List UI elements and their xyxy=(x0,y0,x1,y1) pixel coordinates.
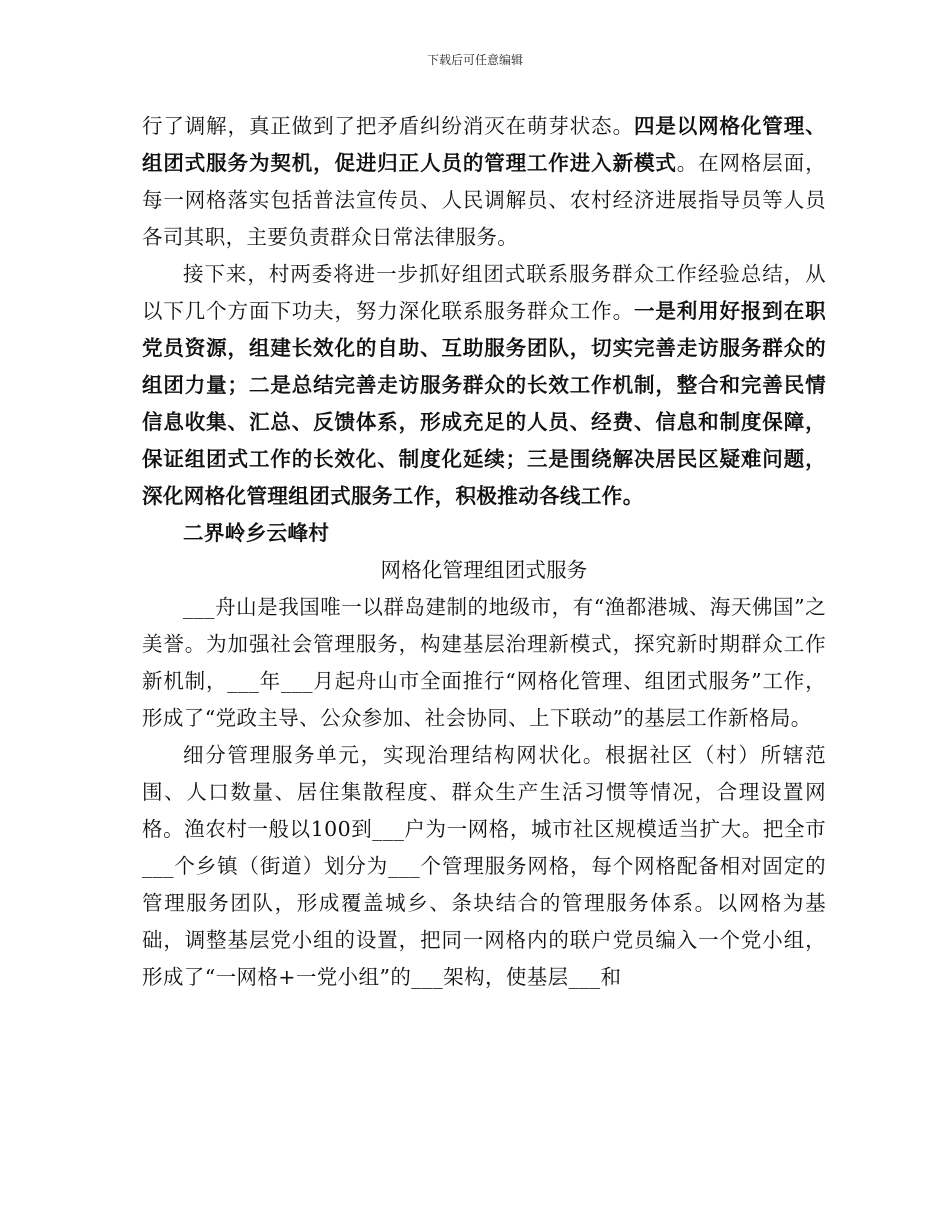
paragraph-2-text: 接下来，村两委将进一步抓好组团式联系服务群众工作经验总结，从以下几个方面下功夫，努力深化联系服务群众工作。 xyxy=(142,262,826,323)
document-body xyxy=(142,108,826,996)
paragraph-1 xyxy=(142,108,826,256)
paragraph-2 xyxy=(142,256,826,515)
paragraph-5: ___舟山是我国唯一以群岛建制的地级市，有“渔都港城、海天佛国”之美誉。为加强社会管理服务，构建基层治理新模式，探究新时期群众工作新机制，___年___月起舟山市全面推行“网格化管理、组团式服务”工作，形成了“党政主导、公众参加、社会协同、上下联动”的基层工作新格局。 xyxy=(142,595,826,730)
page-header: 下载后可任意编辑 xyxy=(426,53,523,67)
paragraph-2-bold: 一是利用好报到在职党员资源，组建长效化的自助、互助服务团队，切实完善走访服务群众的组团力量；二是总结完善走访服务群众的长效工作机制，整合和完善民情信息收集、汇总、反馈体系，形成充足的人员、经费、信息和制度保障，保证组团式工作的长效化、制度化延续；三是围绕解决居民区疑难问题，深化网格化管理组团式服务工作，积极推动各线工作。 xyxy=(142,299,826,508)
paragraph-1-bold: 四是以网格化管理、组团式服务为契机，促进归正人员的管理工作进入新模式 xyxy=(142,114,826,175)
paragraph-1-text: 行了调解，真正做到了把矛盾纠纷消灭在萌芽状态。 xyxy=(142,114,634,138)
author-name: 二界岭乡云峰村 xyxy=(183,521,330,545)
author-line xyxy=(142,515,826,552)
paragraph-1-rest: 。在网格层面，每一网格落实包括普法宣传员、人民调解员、农村经济进展指导员等人员各司其职，主要负责群众日常法律服务。 xyxy=(142,151,826,249)
section-title: 网格化管理组团式服务 xyxy=(380,558,588,582)
paragraph-6: 细分管理服务单元，实现治理结构网状化。根据社区（村）所辖范围、人口数量、居住集散程度、群众生产生活习惯等情况，合理设置网格。渔农村一般以100到___户为一网格，城市社区规模适当扩大。把全市___个乡镇（街道）划分为___个管理服务网格，每个网格配备相对固定的管理服务团队，形成覆盖城乡、条块结合的管理服务体系。以网格为基础，调整基层党小组的设置，把同一网格内的联户党员编入一个党小组，形成了“一网格+一党小组”的___架构，使基层___和 xyxy=(142,743,826,989)
